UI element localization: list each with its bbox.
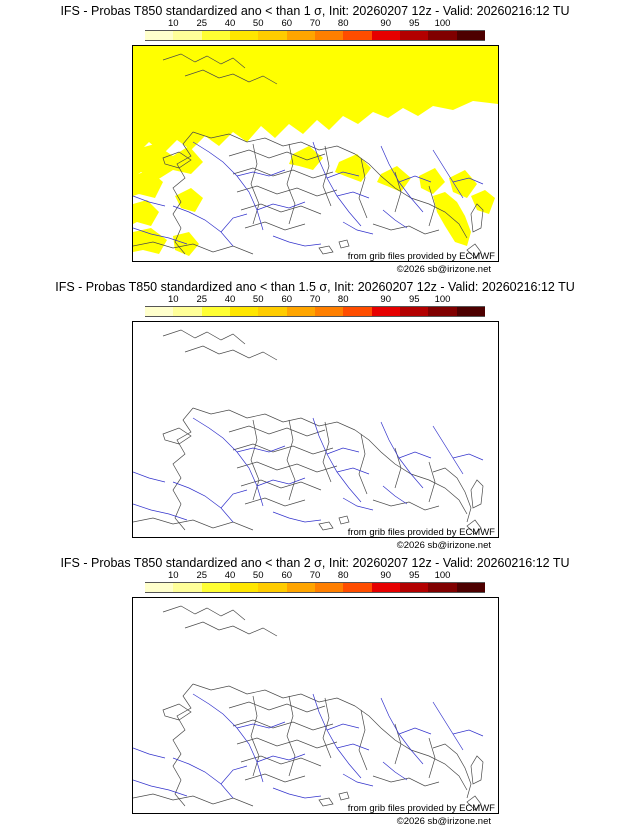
map-svg (133, 322, 498, 537)
map-panel-1_5sigma (0, 276, 630, 552)
colorbar-tick: 70 (309, 294, 321, 305)
colorbar-tick: 100 (434, 18, 451, 29)
credit-copyright: ©2026 sb@irizone.net (396, 540, 491, 551)
colorbar-tick: 95 (408, 18, 420, 29)
colorbar-tick: 10 (168, 18, 179, 29)
colorbar-1_5sigma (145, 295, 485, 317)
credit-source: from grib files provided by ECMWF (347, 527, 495, 538)
map-canvas-1_5sigma[interactable] (132, 321, 499, 538)
panel-title: IFS - Probas T850 standardized ano < than 1 σ, Init: 20260207 12z - Valid: 20260216:12 TU (60, 4, 570, 18)
colorbar-tick: 10 (168, 570, 179, 581)
map-panel-2sigma (0, 552, 630, 828)
map-svg (133, 46, 498, 261)
panel-title: IFS - Probas T850 standardized ano < than 2 σ, Init: 20260207 12z - Valid: 20260216:12 TU (60, 556, 570, 570)
colorbar-tick: 25 (196, 570, 208, 581)
colorbar-tick: 10 (168, 294, 179, 305)
colorbar-gradient (145, 30, 485, 41)
coastlines (133, 606, 483, 810)
colorbar-1sigma (145, 19, 485, 41)
map-svg (133, 598, 498, 813)
colorbar-tick: 25 (196, 18, 208, 29)
colorbar-tick: 50 (252, 18, 264, 29)
colorbar-tick-labels (145, 19, 485, 30)
colorbar-tick: 95 (408, 294, 420, 305)
map-canvas-1sigma[interactable] (132, 45, 499, 262)
colorbar-tick: 40 (224, 570, 236, 581)
colorbar-tick: 60 (281, 18, 293, 29)
colorbar-tick: 80 (337, 18, 349, 29)
colorbar-tick: 70 (309, 18, 321, 29)
colorbar-2sigma (145, 571, 485, 593)
colorbar-tick: 90 (380, 18, 392, 29)
colorbar-tick: 60 (281, 294, 293, 305)
rivers (133, 418, 483, 522)
rivers (133, 694, 483, 798)
map-canvas-2sigma[interactable] (132, 597, 499, 814)
credit-source: from grib files provided by ECMWF (347, 251, 495, 262)
coastlines (133, 330, 483, 534)
colorbar-tick: 50 (252, 294, 264, 305)
panel-title: IFS - Probas T850 standardized ano < than 1.5 σ, Init: 20260207 12z - Valid: 20260216:12 TU (55, 280, 575, 294)
colorbar-tick: 40 (224, 294, 236, 305)
colorbar-tick-labels (145, 571, 485, 582)
colorbar-tick: 25 (196, 294, 208, 305)
colorbar-tick: 95 (408, 570, 420, 581)
colorbar-tick: 50 (252, 570, 264, 581)
colorbar-tick: 70 (309, 570, 321, 581)
colorbar-tick: 60 (281, 570, 293, 581)
colorbar-tick: 90 (380, 294, 392, 305)
colorbar-tick: 80 (337, 294, 349, 305)
colorbar-tick: 80 (337, 570, 349, 581)
colorbar-gradient (145, 582, 485, 593)
colorbar-tick-labels (145, 295, 485, 306)
colorbar-gradient (145, 306, 485, 317)
credit-copyright: ©2026 sb@irizone.net (396, 264, 491, 275)
credit-source: from grib files provided by ECMWF (347, 803, 495, 814)
colorbar-tick: 40 (224, 18, 236, 29)
credit-copyright: ©2026 sb@irizone.net (396, 816, 491, 827)
map-panel-1sigma (0, 0, 630, 276)
colorbar-tick: 100 (434, 294, 451, 305)
colorbar-tick: 90 (380, 570, 392, 581)
colorbar-tick: 100 (434, 570, 451, 581)
